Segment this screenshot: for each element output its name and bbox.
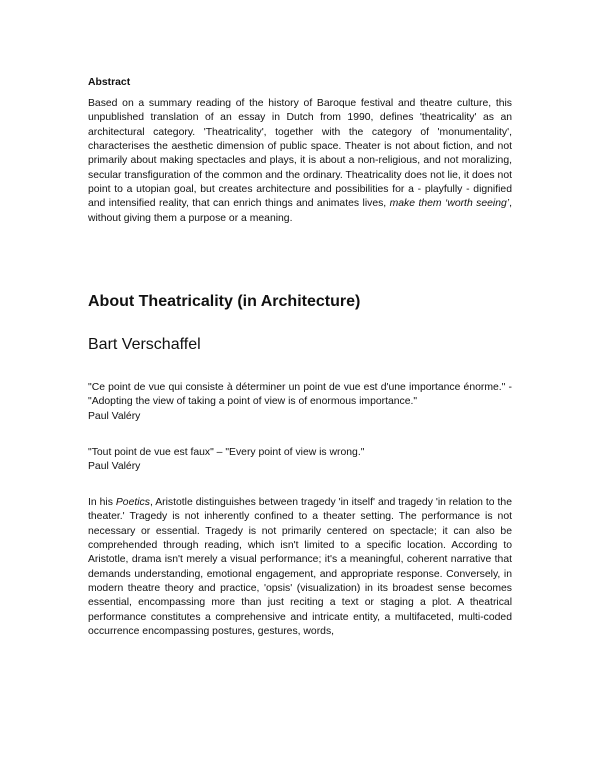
abstract-heading: Abstract [88,77,131,88]
article-title: About Theatricality (in Architecture) [88,293,361,310]
epigraph-quote: "Ce point de vue qui consiste à déterminer un point de vue est d'une importance énorme." - "Adopting the view of taking a point of view is of enormous importance." [88,382,512,408]
article-author: Bart Verschaffel [88,336,201,353]
epigraph-2 [88,446,512,475]
abstract-paragraph [88,97,512,226]
body-text-start: In his [88,497,116,508]
epigraph-1 [88,381,512,424]
epigraph-attribution: Paul Valéry [88,461,141,473]
epigraph-quote: "Tout point de vue est faux" – "Every point of view is wrong." [88,447,365,458]
body-paragraph [88,496,512,639]
epigraph-attribution: Paul Valéry [88,410,141,422]
body-italic-title: Poetics [115,497,150,508]
abstract-text-end: , without giving them a purpose or a meaning. [88,198,512,224]
body-text: , Aristotle distinguishes between tragedy 'in itself' and tragedy 'in relation to the theater.' Tragedy is not inherently confined to a theater setting. The performance is not necessary or essential. Tragedy is not primarily centered on spectacle; it can also be comprehended through reading, which isn't limited to a specific location. According to Aristotle, drama isn't merely a visual performance; it's a meaningful, coherent narrative that demands understanding, emotional engagement, and appropriate response. Conversely, in modern theatre theory and practice, 'opsis' (visualization) in its broadest sense becomes essential, encompassing more than just reciting a text or staging a plot. A theatrical performance constitutes a comprehensive and intricate entity, a multifaceted, multi-coded occurrence encompassing postures, gestures, words, [88,497,512,638]
abstract-text: Based on a summary reading of the history of Baroque festival and theatre culture, this unpublished translation of an essay in Dutch from 1990, defines 'theatricality' as an architectural category. 'Theatricality', together with the category of 'monumentality', characterises the aesthetic dimension of public space. Theater is not about fiction, and not primarily about making spectacles and plays, it is about a non-religious, and not moralizing, secular transfiguration of the common and the ordinary. Theatricality does not lie, it does not point to a utopian goal, but creates architecture and possibilities for a - playfully - dignified and intensified reality, that can enrich things and animates lives, [88,98,512,210]
abstract-italic-phrase: make them ‘worth seeing’ [389,198,510,210]
